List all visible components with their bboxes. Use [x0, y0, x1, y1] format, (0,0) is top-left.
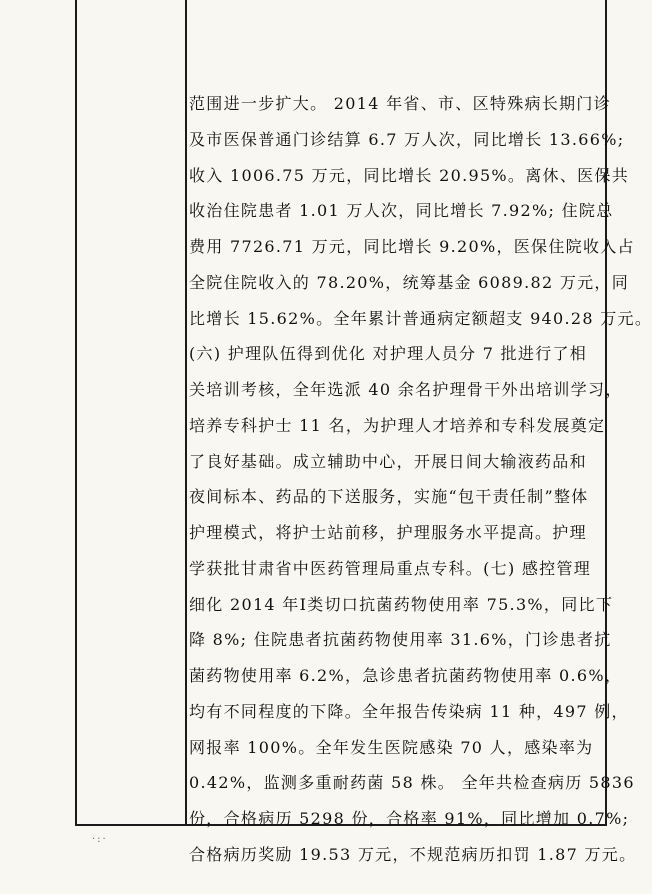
text-line: 细化 2014 年Ⅰ类切口抗菌药物使用率 75.3%，同比下: [189, 594, 614, 614]
report-table: [75, 0, 652, 864]
scan-dust-mark: ·:·: [92, 834, 108, 845]
text-line: 0.42%，监测多重耐药菌 58 株。 全年共检查病历 5836: [189, 773, 635, 793]
body-text: [189, 86, 652, 873]
text-line: 比增长 15.62%。全年累计普通病定额超支 940.28 万元。: [189, 308, 652, 328]
text-line: 降 8%; 住院患者抗菌药物使用率 31.6%，门诊患者抗: [189, 630, 612, 650]
text-line: 学获批甘肃省中医药管理局重点专科。(七) 感控管理: [189, 558, 592, 578]
text-line: 关培训考核，全年选派 40 余名护理骨干外出培训学习，: [189, 380, 623, 399]
text-line: 夜间标本、药品的下送服务，实施“包干责任制”整体: [189, 487, 589, 507]
text-line: 收入 1006.75 万元，同比增长 20.95%。离休、医保共: [189, 165, 630, 185]
text-line: 均有不同程度的下降。全年报告传染病 11 种，497 例，: [189, 701, 629, 721]
text-line: 范围进一步扩大。 2014 年省、市、区特殊病长期门诊: [189, 94, 611, 113]
text-line: 收治住院患者 1.01 万人次，同比增长 7.92%; 住院总: [189, 201, 614, 221]
text-line: 了良好基础。成立辅助中心，开展日间大输液药品和: [189, 451, 587, 471]
text-line: 网报率 100%。全年发生医院感染 70 人，感染率为: [189, 737, 594, 757]
text-line: 合格病历奖励 19.53 万元，不规范病历扣罚 1.87 万元。: [189, 844, 637, 864]
text-line: 费用 7726.71 万元，同比增长 9.20%，医保住院收入占: [189, 237, 635, 256]
text-line: 菌药物使用率 6.2%，急诊患者抗菌药物使用率 0.6%，: [189, 666, 623, 685]
text-line: 份，合格病历 5298 份，合格率 91%，同比增加 0.7%;: [189, 809, 630, 828]
text-line: 及市医保普通门诊结算 6.7 万人次，同比增长 13.66%;: [189, 129, 625, 149]
text-line: 全院住院收入的 78.20%，统筹基金 6089.82 万元，同: [189, 272, 630, 292]
body-text-cell: [189, 0, 652, 864]
text-line: 护理模式，将护士站前移，护理服务水平提高。护理: [189, 523, 587, 542]
text-line: 培养专科护士 11 名，为护理人才培养和专科发展奠定: [189, 415, 606, 435]
left-table-cell: [77, 0, 187, 824]
text-line: (六) 护理队伍得到优化 对护理人员分 7 批进行了相: [189, 344, 588, 364]
